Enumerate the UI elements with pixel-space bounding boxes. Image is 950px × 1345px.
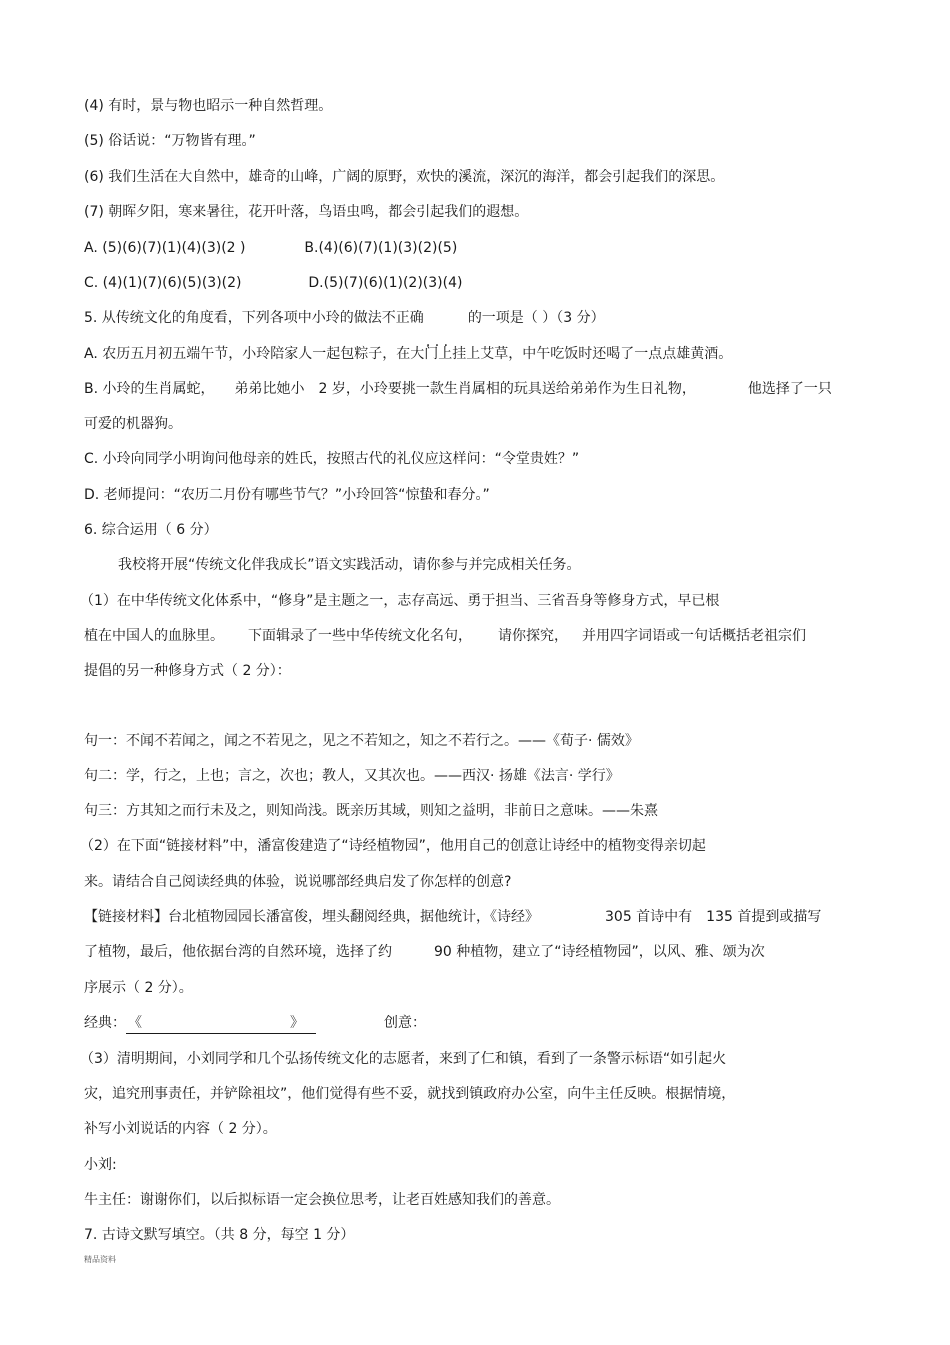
sentence-6: (6) 我们生活在大自然中，雄奇的山峰，广阔的原野，欢快的溪流，深沉的海洋，都会引起我们的深思。 (84, 169, 725, 185)
link-seg-e: 90 种植物，建立了“诗经植物园”，以风、雅、颂为次 (434, 944, 765, 960)
q6-title: 6. 综合运用（ 6 分） (84, 522, 218, 538)
q5-option-b-line1 (84, 379, 832, 399)
link-seg-d: 了植物，最后，他依据台湾的自然环境，选择了约 (84, 944, 392, 960)
q6-p1-seg-d: 并用四字词语或一句话概括老祖宗们 (582, 628, 806, 644)
link-seg-a: 【链接材料】台北植物园园长潘富俊，埋头翻阅经典，据他统计，《诗经》 (84, 909, 539, 925)
q6-part3-line1: （3）清明期间，小刘同学和几个弘扬传统文化的志愿者，来到了仁和镇，看到了一条警示标语“如引起火 (80, 1051, 727, 1067)
book-mark-open: 《 (128, 1015, 142, 1031)
q6-part3-line2: 灾，追究刑事责任，并铲除祖坟”，他们觉得有些不妥，就找到镇政府办公室，向牛主任反映。根据情境， (84, 1086, 736, 1102)
classic-blank[interactable] (126, 1013, 316, 1034)
q5-stem-text: 5. 从传统文化的角度看，下列各项中小玲的做法不正确 (84, 310, 424, 326)
creative-label: 创意： (384, 1015, 426, 1031)
q6-part3-line3: 补写小刘说话的内容（ 2 分）。 (84, 1121, 277, 1137)
q6-part1-line2 (84, 626, 806, 646)
sentence-7: (7) 朝晖夕阳，寒来暑往，花开叶落，鸟语虫鸣，都会引起我们的遐想。 (84, 204, 529, 220)
classic-answer-row (84, 1013, 426, 1034)
q5-b-part2: 弟弟比她小 (234, 381, 305, 397)
option-c: C. (4)(1)(7)(6)(5)(3)(2) (84, 275, 242, 291)
page-footer: 精品资料 (84, 1255, 116, 1264)
classic-label: 经典： (84, 1015, 126, 1031)
link-material-line3: 序展示（ 2 分）。 (84, 980, 193, 996)
option-b: B.(4)(6)(7)(1)(3)(2)(5) (304, 240, 458, 256)
quote-2: 句二：学，行之，上也；言之，次也；教人，又其次也。——西汉· 扬雄《法言· 学行》 (84, 768, 620, 784)
q4-options-row-1 (84, 238, 457, 258)
q6-part1-line3: 提倡的另一种修身方式（ 2 分）： (84, 663, 291, 679)
q5-stem: 5. 从传统文化的角度看，下列各项中小玲的做法不正确 . . . 的一项是（ ）（3 分） (84, 310, 605, 350)
sentence-4: (4) 有时，景与物也昭示一种自然哲理。 (84, 98, 333, 114)
link-seg-c: 135 首提到或描写 (706, 909, 822, 925)
q5-stem-bracket: 的一项是（ ）（3 分） (467, 310, 605, 326)
option-a: A. (5)(6)(7)(1)(4)(3)(2 ) (84, 240, 246, 256)
q6-part1-line1: （1）在中华传统文化体系中，“修身”是主题之一，志存高远、勇于担当、三省吾身等修身方式，早已根 (80, 593, 720, 609)
q5-b-part1: B. 小玲的生肖属蛇， (84, 381, 215, 397)
option-d: D.(5)(7)(6)(1)(2)(3)(4) (308, 275, 463, 291)
q6-p1-seg-c: 请你探究， (498, 628, 568, 644)
q5-option-d: D. 老师提问：“农历二月份有哪些节气？”小玲回答“惊蛰和春分。” (84, 487, 490, 503)
q6-part2-line2: 来。请结合自己阅读经典的体验，说说哪部经典启发了你怎样的创意? (84, 874, 512, 890)
q6-intro: 我校将开展“传统文化伴我成长”语文实践活动，请你参与并完成相关任务。 (118, 557, 581, 573)
q6-p1-seg-a: 植在中国人的血脉里。 (84, 628, 224, 644)
sentence-5: (5) 俗话说：“万物皆有理。” (84, 133, 256, 149)
quote-3: 句三：方其知之而行未及之，则知尚浅。既亲历其域，则知之益明，非前日之意味。——朱熹 (84, 803, 658, 819)
quote-1: 句一：不闻不若闻之，闻之不若见之，见之不若知之，知之不若行之。——《荀子· 儒效》 (84, 733, 639, 749)
q4-options-row-2 (84, 273, 462, 293)
q6-part2-line1: （2）在下面“链接材料”中，潘富俊建造了“诗经植物园”，他用自己的创意让诗经中的植物变得亲切起 (80, 838, 706, 854)
xiaoliu-label: 小刘: (84, 1157, 117, 1173)
q5-option-b-line2: 可爱的机器狗。 (84, 416, 182, 432)
q5-option-c: C. 小玲向同学小明询问他母亲的姓氏，按照古代的礼仪应这样问：“令堂贵姓？” (84, 451, 580, 467)
q5-b-part4: 他选择了一只 (747, 381, 832, 397)
director-niu-reply: 牛主任：谢谢你们，以后拟标语一定会换位思考，让老百姓感知我们的善意。 (84, 1192, 560, 1208)
link-material-line1 (84, 907, 821, 927)
q6-p1-seg-b: 下面辑录了一些中华传统文化名句， (248, 628, 472, 644)
q5-option-a: A. 农历五月初五端午节，小玲陪家人一起包粽子，在大门上挂上艾草，中午吃饭时还喝了一点点雄黄酒。 (84, 346, 733, 362)
q5-b-part3: 2 岁，小玲要挑一款生肖属相的玩具送给弟弟作为生日礼物， (318, 381, 696, 397)
q7-title: 7. 古诗文默写填空。（共 8 分，每空 1 分） (84, 1227, 355, 1243)
link-material-line2 (84, 942, 765, 962)
link-seg-b: 305 首诗中有 (605, 909, 693, 925)
book-mark-close: 》 (290, 1015, 304, 1031)
